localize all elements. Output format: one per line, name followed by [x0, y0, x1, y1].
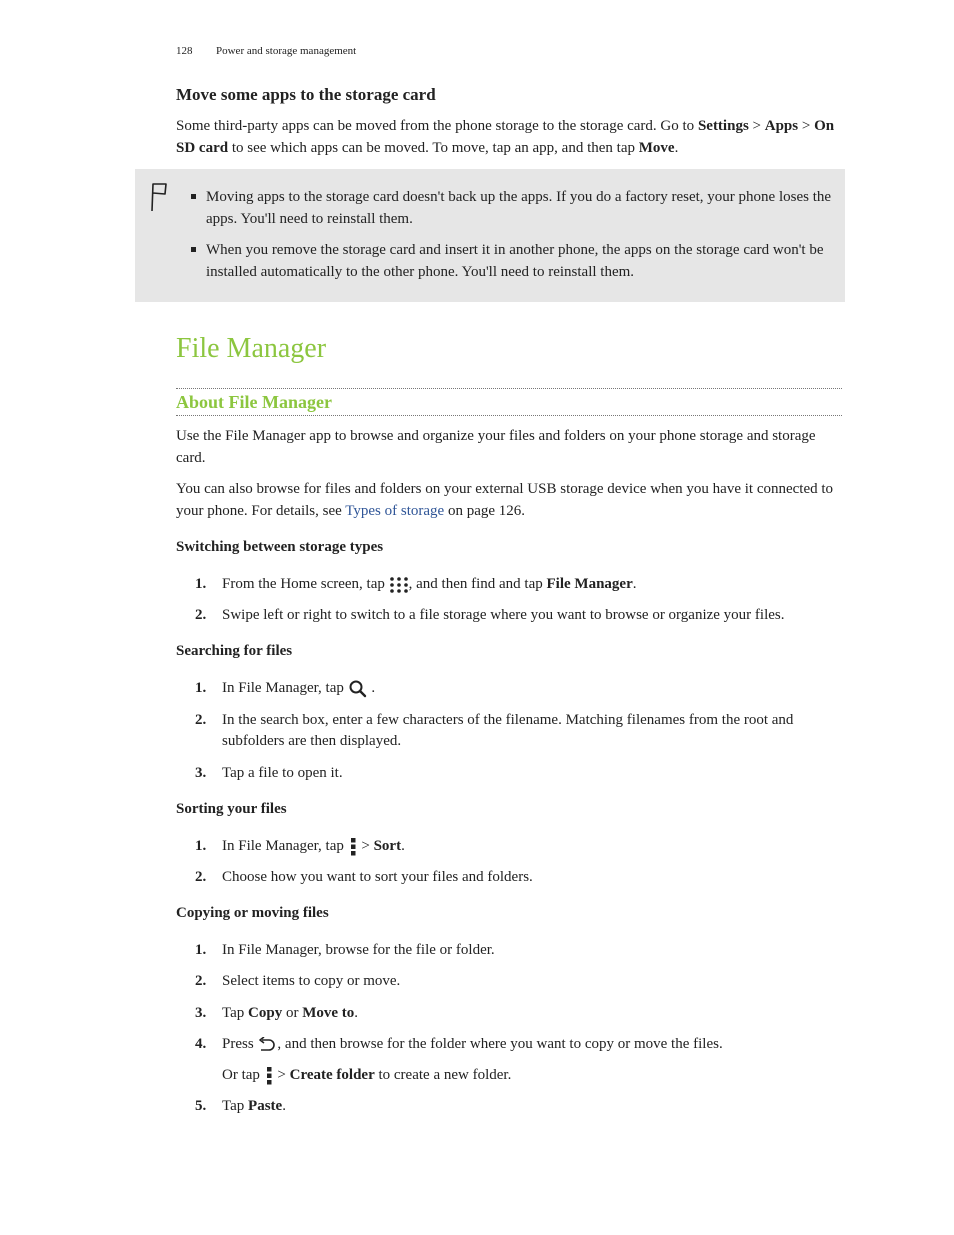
step-number: 2.	[195, 973, 207, 989]
step-number: 3.	[195, 1005, 207, 1021]
step-text	[222, 1065, 837, 1086]
about-heading: About File Manager	[176, 392, 332, 412]
note-item: When you remove the storage card and insert it in another phone, the apps on the storage card won't be installed automatically to the other phone. You'll need to reinstall them.	[189, 239, 834, 283]
step-text: Select items to copy or move.	[222, 973, 401, 989]
step-number: 2.	[195, 712, 207, 728]
para-text: You can also browse for files and folders on your external USB storage device when you have it connected to your phone. For details, see	[176, 481, 834, 519]
step-text: Choose how you want to sort your files and folders.	[222, 869, 533, 885]
intro-text: Some third-party apps can be moved from the phone storage to the storage card. Go to	[176, 118, 698, 134]
divider	[176, 388, 842, 389]
para-text: on page 126.	[444, 503, 526, 519]
settings-label: Settings	[697, 118, 749, 134]
divider	[176, 415, 842, 416]
file-manager-label: File Manager	[546, 576, 633, 592]
step-fragment: .	[401, 838, 405, 854]
on-sd-card-label: On SD card	[176, 118, 835, 156]
more-vertical-icon	[264, 1067, 274, 1085]
step-number: 1.	[195, 942, 207, 958]
copying-heading: Copying or moving files	[176, 905, 329, 921]
searching-heading: Searching for files	[176, 643, 293, 659]
apps-label: Apps	[764, 118, 799, 134]
step-fragment: Or tap	[222, 1067, 264, 1083]
step-fragment: >	[273, 1067, 290, 1083]
move-apps-heading: Move some apps to the storage card	[176, 85, 436, 104]
about-para-2	[176, 478, 836, 522]
search-icon	[348, 680, 368, 698]
more-vertical-icon	[348, 838, 358, 856]
about-para-1: Use the File Manager app to browse and organize your files and folders on your phone storage and storage card.	[176, 428, 816, 466]
step-fragment: In File Manager, tap	[222, 680, 348, 696]
step-number: 2.	[195, 607, 207, 623]
step-text	[222, 574, 837, 595]
step-text	[222, 836, 837, 857]
page-header	[176, 45, 356, 57]
apps-grid-icon	[389, 576, 409, 594]
step-text	[222, 1096, 837, 1117]
chapter-title: Power and storage management	[216, 45, 357, 57]
note-box	[135, 169, 845, 302]
step-text: Swipe left or right to switch to a file storage where you want to browse or organize your files.	[222, 607, 785, 623]
step-fragment: .	[354, 1005, 359, 1021]
intro-text: to see which apps can be moved. To move, tap an app, and then tap	[228, 140, 639, 156]
copy-label: Copy	[248, 1005, 283, 1021]
step-text: In File Manager, browse for the file or folder.	[222, 942, 495, 958]
step-number: 1.	[195, 838, 207, 854]
step-text: In the search box, enter a few characters of the filename. Matching filenames from the root and subfolders are then displayed.	[222, 712, 794, 749]
step-fragment: .	[371, 680, 376, 696]
step-fragment: In File Manager, tap	[222, 838, 348, 854]
step-text	[222, 678, 837, 699]
types-of-storage-link[interactable]: Types of storage	[345, 503, 445, 519]
step-number: 3.	[195, 765, 207, 781]
separator: >	[748, 118, 765, 134]
step-text	[222, 1034, 837, 1055]
step-fragment: .	[282, 1098, 286, 1114]
step-fragment: Press	[222, 1036, 258, 1052]
step-number: 1.	[195, 680, 207, 696]
note-list	[189, 186, 834, 292]
sort-label: Sort	[373, 838, 402, 854]
flag-icon	[149, 181, 169, 213]
step-fragment: , and then browse for the folder where you want to copy or move the files.	[277, 1036, 723, 1052]
step-fragment: Tap	[222, 1005, 249, 1021]
step-number: 5.	[195, 1098, 207, 1114]
step-fragment: Tap	[222, 1098, 249, 1114]
step-number: 4.	[195, 1036, 207, 1052]
move-label: Move	[638, 140, 675, 156]
chapter-heading: File Manager	[176, 333, 327, 364]
step-fragment: , and then find and tap	[408, 576, 547, 592]
move-to-label: Move to	[302, 1005, 355, 1021]
note-item: Moving apps to the storage card doesn't back up the apps. If you do a factory reset, your phone loses the apps. You'll need to reinstall them.	[189, 186, 834, 230]
separator: >	[798, 118, 815, 134]
move-apps-intro	[176, 115, 836, 159]
back-arrow-icon	[257, 1037, 277, 1053]
create-folder-label: Create folder	[289, 1067, 375, 1083]
step-number: 2.	[195, 869, 207, 885]
step-fragment: >	[357, 838, 374, 854]
step-text	[222, 1003, 837, 1024]
step-fragment: to create a new folder.	[374, 1067, 512, 1083]
paste-label: Paste	[248, 1098, 283, 1114]
step-fragment: or	[282, 1005, 303, 1021]
step-text: Tap a file to open it.	[222, 765, 343, 781]
switching-heading: Switching between storage types	[176, 539, 384, 555]
step-number: 1.	[195, 576, 207, 592]
sorting-heading: Sorting your files	[176, 801, 287, 817]
page-number: 128	[176, 45, 193, 57]
step-fragment: From the Home screen, tap	[222, 576, 389, 592]
step-fragment: .	[632, 576, 637, 592]
intro-text: .	[674, 140, 679, 156]
